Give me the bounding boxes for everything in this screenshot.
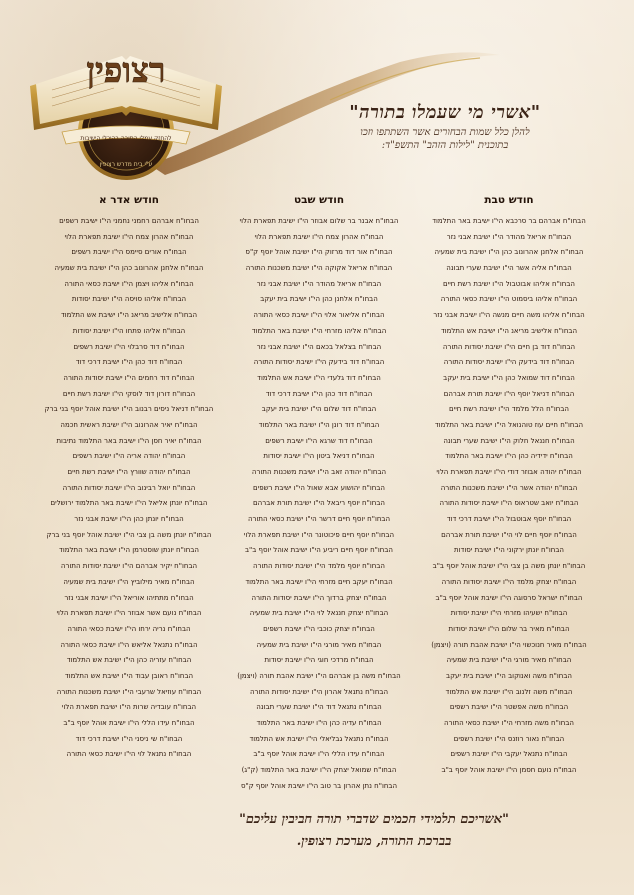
list-item: הבחו"ח יוסף ריבאל הי"ו ישיבת תורת אברהם (253, 499, 385, 508)
list-item: הבחו"ח מרדכי חוגי הי"ו ישיבת יסודות (264, 656, 374, 665)
list-item: הבחו"ח ישראל סרסוגה הי"ו ישיבת אוהל יוסף ב"ב (435, 593, 583, 602)
list-item: הבחו"ח דוד בן חיים הי"ו ישיבת יסודות התורה (442, 342, 576, 351)
list-item: הבחו"ח אליהו משה חיים מנשה הי"ו ישיבת אבני נזר (433, 311, 585, 320)
list-item: הבחו"ח דוד רחמים הי"ו ישיבת יסודות התורה (63, 373, 195, 382)
list-item: הבחו"ח אליהו סויסה הי"ו ישיבת יסודות (71, 295, 187, 304)
list-item: הבחו"ח אליה אשר הי"ו ישיבת שערי תבונה (446, 264, 572, 273)
list-item: הבחו"ח משה בן אברהם הי"ו ישיבת אהבת תורה (ויצמן) (237, 671, 401, 680)
list-item: הבחו"ח נועם חסמן הי"ו ישיבת אוהל יוסף ב"ב (441, 766, 577, 775)
list-item: הבחו"ח יונתן כהן הי"ו ישיבת אבני נזר (74, 515, 184, 524)
list-item: הבחו"ח יונתן אליאל הי"ו ישיבת באר התלמוד ירושלים (50, 499, 208, 508)
list-item: הבחו"ח משה זלנוב הי"ו ישיבת אש התלמוד (445, 687, 573, 696)
list-item: הבחו"ח דוד סרבלוי הי"ו ישיבת רשפים (73, 342, 185, 351)
list-item: הבחו"ח עדיה כהן הי"ו ישיבת באר התלמוד (256, 719, 382, 727)
list-item: הבחו"ח יוסף חיים פיכוטונר הי"ו ישיבת תפארת הלוי (243, 530, 395, 539)
list-item: הבחו"ח אורים סיימס הי"ו ישיבת רשפים (71, 248, 187, 257)
list-item: הבחו"ח יואל רבינוב הי"ו ישיבת יסודות התורה (62, 483, 196, 492)
list-item: הבחו"ח יואב שטראוס הי"ו ישיבת יסודות התורה (439, 499, 579, 508)
list-item: הבחו"ח אלחנן אהרונוב כהן הי"ו ישיבת בית שמעיה (434, 248, 584, 257)
logo (22, 20, 230, 182)
list-item: הבחו"ח שמואל יצחק הי"ו ישיבת באר התלמוד (ק"ג) (241, 766, 397, 775)
list-item: הבחו"ח אליאור אלוי הי"ו ישיבת כסאי התורה (253, 311, 385, 320)
list-item: הבחו"ח יהודה זאב הי"ו ישיבת משכנות התורה (251, 468, 387, 476)
list-item: הבחו"ח אלישיב מריאנ הי"ו ישיבת אש התלמוד (60, 311, 198, 320)
list-item: הבחו"ח ידידיה כהן הי"ו ישיבת באר התלמוד (445, 452, 573, 461)
list-item: הבחו"ח אברהם רחמני נחמני הי"ו ישיבת רשפים (59, 217, 199, 225)
list-item: הבחו"ח נתנאל דוד הי"ו ישיבת שערי תבונה (256, 703, 382, 712)
list-item: הבחו"ח אליהו ויצמן הי"ו ישיבת כסאי התורה (64, 279, 194, 288)
name-list (224, 214, 414, 794)
list-item: הבחו"ח יצחק כוכבי הי"ו ישיבת רשפים (263, 624, 375, 633)
list-item: הבחו"ח יונתן שוסטרמן הי"ו ישיבת באר התלמוד (59, 546, 199, 555)
list-item: הבחו"ח נריה ירחו הי"ו ישיבת כסאי התורה (67, 624, 191, 633)
list-item: הבחו"ח יונתן משה בן צבי הי"ו ישיבת אוהל יוסף ב"ב (432, 562, 586, 571)
list-item: הבחו"ח אליהו אבוטבול הי"ו ישיבת רשת חיים (443, 279, 575, 288)
list-item: הבחו"ח יאיר אהרונוב הי"ו ישיבת ראשית חכמה (60, 420, 198, 429)
list-item: הבחו"ח יצחק מלמד הי"ו ישיבת יסודות התורה (441, 577, 577, 586)
list-item: הבחו"ח אלישיב מריאנ הי"ו ישיבת אש התלמוד (440, 326, 578, 335)
list-item: הבחו"ח מאיר חנוכשוי הי"ו ישיבת אהבת תורה (ויצמן) (431, 640, 587, 649)
list-item: הבחו"ח הלל מלמד הי"ו ישיבת רשת חיים (449, 405, 569, 414)
list-item: הבחו"ח חיים עוז טוהנואל הי"ו ישיבת באר התלמוד (434, 420, 584, 429)
list-item: הבחו"ח יהושוע אבא שאול הי"ו ישיבת רשפים (253, 483, 385, 492)
list-item: הבחו"ח בצלאל בכאם הי"ו ישיבת אבני נזר (256, 342, 382, 351)
header-subtitle (300, 127, 590, 152)
list-item: הבחו"ח ראובן עבוד הי"ו ישיבת אש התלמוד (64, 671, 194, 680)
list-item: הבחו"ח דורון דוד לוסקי הי"ו ישיבת רשת חיים (62, 389, 196, 398)
list-item: הבחו"ח דניאל ניסים רבנוב הי"ו ישיבת אוהל יוסף בני ברק (44, 405, 214, 414)
list-item: הבחו"ח יעקב חיים מזרחי הי"ו ישיבת באר התלמוד (245, 577, 393, 586)
list-item: הבחו"ח נתנאל אליאש הי"ו ישיבת כסאי התורה (60, 640, 198, 649)
logo-title: רצופין (86, 51, 166, 91)
list-item: הבחו"ח יהודה שוורץ הי"ו ישיבת רשת חיים (67, 468, 191, 476)
list-item: הבחו"ח מאיר בר שלום הי"ו ישיבת יסודות (448, 624, 570, 633)
list-item: הבחו"ח דניאל יוסף הי"ו ישיבת תורת אברהם (443, 389, 575, 398)
list-item: הבחו"ח מאיר מורגי הי"ו ישיבת בית שמעיה (256, 640, 382, 649)
list-item: הבחו"ח דוד שמואל כהן הי"ו ישיבת בית יעקב (443, 373, 575, 382)
list-item: הבחו"ח דוד רונן הי"ו ישיבת באר התלמוד (258, 420, 380, 429)
list-item: הבחו"ח יוסף חיים לוי הי"ו ישיבת תורת אברהם (441, 530, 577, 539)
footer-quote: "אשריכם תלמידי חכמים שדברי תורה חביבין עליכם" (239, 812, 509, 827)
header-subtitle-line1: להלן כלל שמות הבחורים אשר השתתפו וזכו (360, 127, 530, 138)
list-item: הבחו"ח יהודה אשר הי"ו ישיבת משכנות התורה (440, 483, 578, 492)
list-item: הבחו"ח אריאל מהודר הי"ו ישיבת אבני נזר (446, 232, 572, 241)
list-item: הבחו"ח אליהו ביסמוט הי"ו ישיבת כסאי התורה (440, 295, 578, 304)
logo-emblem (22, 20, 230, 182)
footer (224, 811, 524, 849)
list-item: הבחו"ח משה אפשטר הי"ו ישיבת רשפים (449, 703, 569, 712)
name-list (34, 214, 224, 763)
column-adar-a (34, 194, 224, 794)
list-item: הבחו"ח מאיר מורגי הי"ו ישיבת בית שמעיה (446, 656, 572, 665)
list-item: הבחו"ח אבנר בר שלום אבוזר הי"ו ישיבת תפארת הלוי (239, 217, 399, 225)
list-item: הבחו"ח עידו הללי הי"ו ישיבת אוהל יוסף ב"ב (63, 719, 195, 727)
list-item: הבחו"ח חננאל חלוק הי"ו ישיבת שערי תבונה (443, 436, 575, 445)
list-item: הבחו"ח נועם אשר אבוזר הי"ו ישיבת תפארת הלוי (56, 609, 202, 618)
list-item: הבחו"ח אלחנן אהרונוב כהן הי"ו ישיבת בית שמעיה (54, 264, 204, 273)
list-item: הבחו"ח אריאל אקוקה הי"ו ישיבת משכנות התורה (245, 264, 393, 273)
list-item: הבחו"ח דוד גלעדי הי"ו ישיבת אש התלמוד (257, 373, 381, 382)
list-item: הבחו"ח מתתיהו אוריאל הי"ו ישיבת אבני נזר (64, 593, 194, 602)
list-item: הבחו"ח אהרון צמח הי"ו ישיבת תפארת הלוי (254, 232, 384, 241)
column-title: חודש טבת (484, 194, 534, 206)
header-subtitle-line2: בתוכנית "לילות הזהב" התשפ"ד: (381, 139, 509, 151)
list-item: הבחו"ח נתן אהרון בר טוב הי"ו ישיבת אוהל יוסף ק"ס (240, 781, 398, 790)
header-title: "אשרי מי שעמלו בתורה" (349, 102, 541, 123)
list-item: הבחו"ח אור דוד מרזוק הי"ו ישיבת אוהל יוסף ק"ס (245, 248, 393, 257)
list-item: הבחו"ח דוד שלום הי"ו ישיבת בית יעקב (261, 405, 377, 414)
list-item: הבחו"ח יונתן ירקוני הי"ו ישיבת יסודות (454, 546, 564, 555)
list-item: הבחו"ח יהודה אבוזר דודי הי"ו ישיבת תפארת הלוי (436, 468, 582, 476)
list-item: הבחו"ח משה ואנוקוב הי"ו ישיבת בית יעקב (446, 671, 572, 680)
list-item: הבחו"ח עוזיאל שרעבי הי"ו ישיבת משכנות התורה (56, 687, 202, 696)
list-item: הבחו"ח דניאל ביטון הי"ו ישיבת יסודות (263, 452, 375, 461)
list-item: הבחו"ח עזריה כהן הי"ו ישיבת אש התלמוד (66, 656, 192, 665)
list-item: הבחו"ח אליהו פתחו הי"ו ישיבת יסודות (72, 326, 186, 335)
list-item: הבחו"ח מאיר מילוביץ הי"ו ישיבת בית שמעיה (63, 577, 195, 586)
list-item: הבחו"ח אליהו מזרחי הי"ו ישיבת באר התלמוד (251, 326, 387, 335)
list-item: הבחו"ח יונתן משה בן צבי הי"ו ישיבת אוהל יוסף בני ברק (46, 530, 212, 539)
column-title: חודש שבט (293, 194, 345, 206)
list-item: הבחו"ח שי ניסני הי"ו ישיבת דרכי דוד (75, 734, 183, 743)
header (300, 102, 590, 152)
list-item: הבחו"ח אהרון צמח הי"ו ישיבת תפארת הלוי (64, 232, 194, 241)
list-item: הבחו"ח יאיר חסן הי"ו ישיבת באר התלמוד נתיבות (56, 436, 202, 445)
name-list (414, 214, 604, 779)
list-item: הבחו"ח עובדיה שרות הי"ו ישיבת תפארת הלוי (61, 703, 197, 712)
list-item: הבחו"ח אברהם בר סרכבא הי"ו ישיבת באר התלמוד (432, 217, 586, 225)
list-item: הבחו"ח משה מזרחי הי"ו ישיבת כסאי התורה (444, 719, 574, 727)
list-item: הבחו"ח נתנאל אהרון הי"ו ישיבת יסודות התורה (249, 687, 389, 696)
list-item: הבחו"ח יהודה אריה הי"ו ישיבת רשפים (72, 452, 186, 461)
list-item: הבחו"ח דוד בידעק הי"ו ישיבת יסודות התורה (253, 358, 385, 367)
list-item: הבחו"ח יקיר אברהם הי"ו ישיבת יסודות התורה (60, 562, 198, 571)
list-item: הבחו"ח נתנאל לוי הי"ו ישיבת כסאי התורה (66, 750, 192, 759)
list-item: הבחו"ח נתנאל גבליאלי הי"ו ישיבת אש התלמוד (249, 734, 389, 743)
list-item: הבחו"ח יוסף אבוטבול הי"ו ישיבת דרכי דוד (446, 515, 572, 524)
list-item: הבחו"ח עידו הללי הי"ו ישיבת אוהל יוסף ב"ב (253, 750, 385, 759)
name-columns (34, 194, 604, 794)
column-tevet (414, 194, 604, 794)
list-item: הבחו"ח נאור רוזנס הי"ו ישיבת רשפים (453, 734, 565, 743)
list-item: הבחו"ח יוסף חיים דרשר הי"ו ישיבת כסאי התורה (247, 515, 391, 524)
list-item: הבחו"ח דוד כהן הי"ו ישיבת דרכי דוד (265, 389, 373, 398)
list-item: הבחו"ח נתנאל יעקבי הי"ו ישיבת רשפים (450, 750, 568, 759)
list-item: הבחו"ח יוסף מלמד הי"ו ישיבת יסודות התורה (253, 562, 385, 571)
logo-ribbon-text: להחזק עמלי התורה בהיכלי הישיבות (80, 135, 172, 142)
list-item: הבחו"ח אלחנן כהן הי"ו ישיבת בית יעקב (260, 295, 378, 304)
list-item: הבחו"ח יוסף חיים ריביע הי"ו ישיבת אוהל יוסף ב"ב (245, 546, 393, 555)
list-item: הבחו"ח דוד בידעק הי"ו ישיבת יסודות התורה (443, 358, 575, 367)
list-item: הבחו"ח דוד כהן הי"ו ישיבת דרכי דוד (75, 358, 183, 367)
list-item: הבחו"ח דוד שרגא הי"ו ישיבת רשפים (265, 436, 373, 445)
list-item: הבחו"ח יצחק חננאל לוי הי"ו ישיבת בית שמעיה (249, 609, 389, 618)
list-item: הבחו"ח ישעיהו מזרחי הי"ו ישיבת יסודות (450, 609, 568, 618)
logo-circle-text: ע"י בית מדרש רצופין (99, 161, 153, 168)
footer-signature: בברכת התורה, מערכת רצופין. (296, 834, 452, 849)
column-shevat (224, 194, 414, 794)
column-title: חודש אדר א (98, 194, 160, 206)
list-item: הבחו"ח אריאל מהודר הי"ו ישיבת אבני נזר (256, 279, 382, 288)
list-item: הבחו"ח יצחק ברדוך הי"ו ישיבת יסודות התורה (251, 593, 387, 602)
